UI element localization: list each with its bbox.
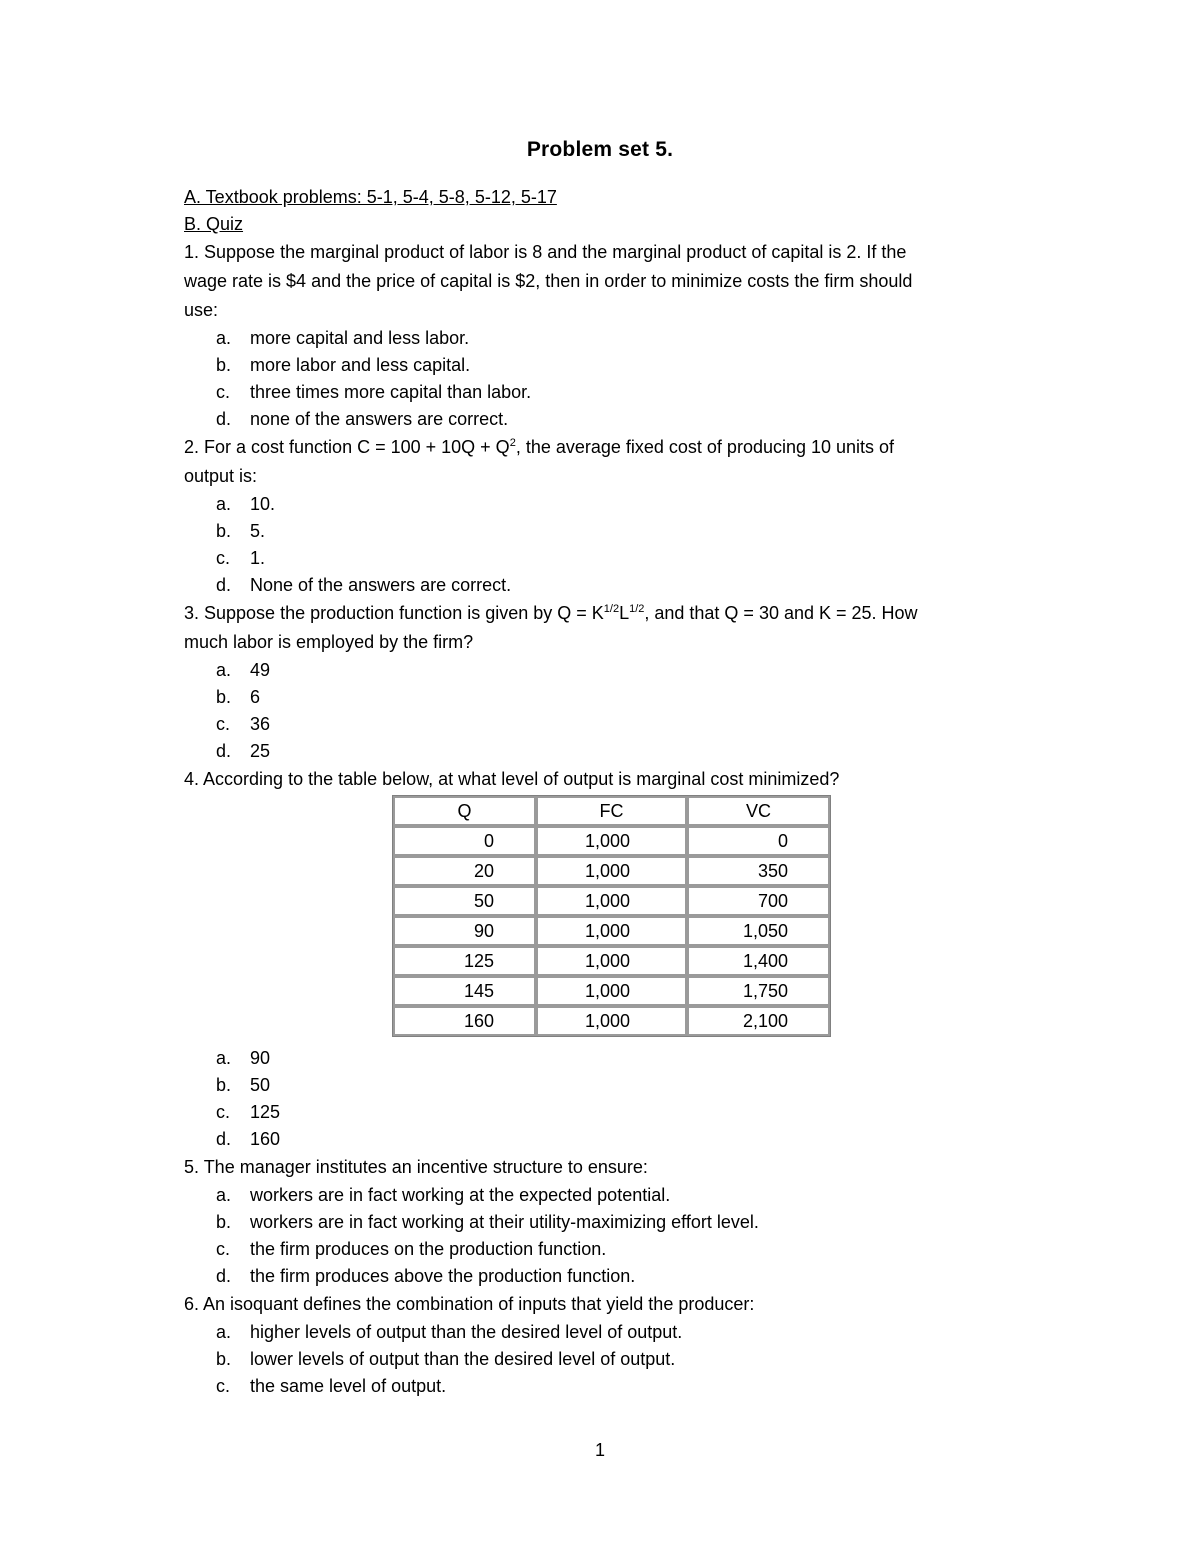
table-header-cell: VC — [687, 796, 830, 826]
q2-superscript: 2 — [509, 437, 516, 449]
option-text: three times more capital than labor. — [250, 382, 532, 402]
table-cell: 1,000 — [536, 946, 687, 976]
option-letter: c. — [216, 1102, 231, 1122]
question-6-options — [216, 1319, 1024, 1400]
option-letter: d. — [216, 575, 232, 595]
question-5-text-line-1: 5. The manager institutes an incentive structure to ensure: — [184, 1157, 648, 1177]
option-letter: b. — [216, 521, 232, 541]
table-cell: 0 — [687, 826, 830, 856]
table-row — [393, 916, 830, 946]
option-a — [216, 657, 1024, 684]
option-letter: d. — [216, 741, 232, 761]
table-cell: 1,000 — [536, 1006, 687, 1036]
option-letter: c. — [216, 1239, 231, 1259]
table-cell: 1,750 — [687, 976, 830, 1006]
option-text: the firm produces above the production function. — [250, 1266, 636, 1286]
option-b — [216, 518, 1024, 545]
q3-text-mid: L — [619, 603, 630, 623]
question-1-text-line-3: use: — [184, 300, 219, 320]
option-d — [216, 406, 1024, 433]
q2-text-post: , the average fixed cost of producing 10 units of — [515, 437, 895, 457]
option-b — [216, 1346, 1024, 1373]
option-letter: b. — [216, 1075, 232, 1095]
option-letter: a. — [216, 328, 232, 348]
question-4 — [184, 765, 1024, 1153]
option-letter: a. — [216, 660, 232, 680]
option-text: 160 — [250, 1129, 281, 1149]
option-text: lower levels of output than the desired level of output. — [250, 1349, 676, 1369]
table-row — [393, 946, 830, 976]
question-2-options — [216, 491, 1024, 599]
option-text: 5. — [250, 521, 266, 541]
question-5 — [184, 1153, 1024, 1290]
option-text: 49 — [250, 660, 271, 680]
question-3-text-line-2: much labor is employed by the firm? — [184, 632, 474, 652]
option-b — [216, 684, 1024, 711]
question-1-text-line-2: wage rate is $4 and the price of capital is $2, then in order to minimize costs the firm should — [184, 271, 913, 291]
question-3-options — [216, 657, 1024, 765]
question-3-text-line-1 — [184, 599, 1024, 628]
option-b — [216, 352, 1024, 379]
option-text: 10. — [250, 494, 276, 514]
option-letter: d. — [216, 409, 232, 429]
option-b — [216, 1209, 1024, 1236]
table-cell: 160 — [393, 1006, 536, 1036]
option-text: higher levels of output than the desired level of output. — [250, 1322, 683, 1342]
document-body — [184, 184, 1024, 1400]
option-letter: b. — [216, 355, 232, 375]
option-letter: d. — [216, 1129, 232, 1149]
table-row — [393, 1006, 830, 1036]
option-d — [216, 572, 1024, 599]
option-c — [216, 1099, 1024, 1126]
table-cell: 20 — [393, 856, 536, 886]
option-text: workers are in fact working at their utility-maximizing effort level. — [250, 1212, 759, 1232]
option-text: more labor and less capital. — [250, 355, 471, 375]
table-cell: 125 — [393, 946, 536, 976]
question-1-text-line-1: 1. Suppose the marginal product of labor is 8 and the marginal product of capital is 2. If the — [184, 242, 907, 262]
q3-superscript-k: 1/2 — [603, 603, 620, 615]
option-letter: d. — [216, 1266, 232, 1286]
table-cell: 90 — [393, 916, 536, 946]
page-title: Problem set 5. — [526, 138, 674, 161]
option-text: workers are in fact working at the expected potential. — [250, 1185, 671, 1205]
table-cell: 50 — [393, 886, 536, 916]
q3-text-pre: 3. Suppose the production function is given by Q = K — [184, 603, 604, 623]
option-a — [216, 1182, 1024, 1209]
table-cell: 1,000 — [536, 976, 687, 1006]
option-d — [216, 738, 1024, 765]
table-header-row — [393, 796, 830, 826]
option-text: 1. — [250, 548, 266, 568]
option-c — [216, 545, 1024, 572]
option-c — [216, 711, 1024, 738]
cost-table — [392, 795, 831, 1037]
option-letter: a. — [216, 1185, 232, 1205]
option-text: 6 — [250, 687, 261, 707]
question-2-text-line-2: output is: — [184, 466, 258, 486]
table-cell: 700 — [687, 886, 830, 916]
option-c — [216, 1236, 1024, 1263]
option-c — [216, 1373, 1024, 1400]
cost-table-wrapper — [392, 795, 1024, 1037]
table-header-cell: Q — [393, 796, 536, 826]
option-a — [216, 1045, 1024, 1072]
option-text: none of the answers are correct. — [250, 409, 509, 429]
option-text: 125 — [250, 1102, 281, 1122]
option-letter: c. — [216, 382, 231, 402]
section-a-heading: A. Textbook problems: 5-1, 5-4, 5-8, 5-12, 5-17 — [184, 187, 557, 207]
option-b — [216, 1072, 1024, 1099]
table-header-cell: FC — [536, 796, 687, 826]
table-cell: 350 — [687, 856, 830, 886]
question-3 — [184, 599, 1024, 765]
option-text: more capital and less labor. — [250, 328, 470, 348]
option-text: None of the answers are correct. — [250, 575, 512, 595]
question-2 — [184, 433, 1024, 599]
table-cell: 1,000 — [536, 826, 687, 856]
option-letter: c. — [216, 1376, 231, 1396]
table-cell: 145 — [393, 976, 536, 1006]
option-letter: b. — [216, 1349, 232, 1369]
option-letter: a. — [216, 1048, 232, 1068]
option-letter: b. — [216, 687, 232, 707]
option-a — [216, 325, 1024, 352]
option-letter: b. — [216, 1212, 232, 1232]
option-letter: a. — [216, 494, 232, 514]
option-c — [216, 379, 1024, 406]
option-letter: c. — [216, 548, 231, 568]
option-letter: a. — [216, 1322, 232, 1342]
table-row — [393, 886, 830, 916]
question-6-text-line-1: 6. An isoquant defines the combination of inputs that yield the producer: — [184, 1294, 755, 1314]
table-row — [393, 856, 830, 886]
option-a — [216, 1319, 1024, 1346]
table-row — [393, 826, 830, 856]
table-cell: 1,050 — [687, 916, 830, 946]
section-b-heading: B. Quiz — [184, 214, 244, 234]
table-cell: 1,000 — [536, 886, 687, 916]
option-text: 36 — [250, 714, 271, 734]
option-d — [216, 1126, 1024, 1153]
q2-text-pre: 2. For a cost function C = 100 + 10Q + Q — [184, 437, 510, 457]
question-5-options — [216, 1182, 1024, 1290]
option-text: the same level of output. — [250, 1376, 447, 1396]
q3-superscript-l: 1/2 — [629, 603, 645, 615]
question-4-options — [216, 1045, 1024, 1153]
page-number: 1 — [594, 1440, 605, 1460]
table-row — [393, 976, 830, 1006]
question-2-text-line-1 — [184, 433, 1024, 462]
option-text: 90 — [250, 1048, 271, 1068]
q3-text-post: , and that Q = 30 and K = 25. How — [644, 603, 918, 623]
question-4-text-line-1: 4. According to the table below, at what level of output is marginal cost minimized? — [184, 769, 840, 789]
option-text: 25 — [250, 741, 271, 761]
table-cell: 1,000 — [536, 916, 687, 946]
option-a — [216, 491, 1024, 518]
table-cell: 1,000 — [536, 856, 687, 886]
option-text: 50 — [250, 1075, 271, 1095]
option-letter: c. — [216, 714, 231, 734]
question-6 — [184, 1290, 1024, 1400]
table-cell: 0 — [393, 826, 536, 856]
option-text: the firm produces on the production function. — [250, 1239, 607, 1259]
option-d — [216, 1263, 1024, 1290]
question-1 — [184, 238, 1024, 433]
table-cell: 1,400 — [687, 946, 830, 976]
question-1-options — [216, 325, 1024, 433]
table-cell: 2,100 — [687, 1006, 830, 1036]
